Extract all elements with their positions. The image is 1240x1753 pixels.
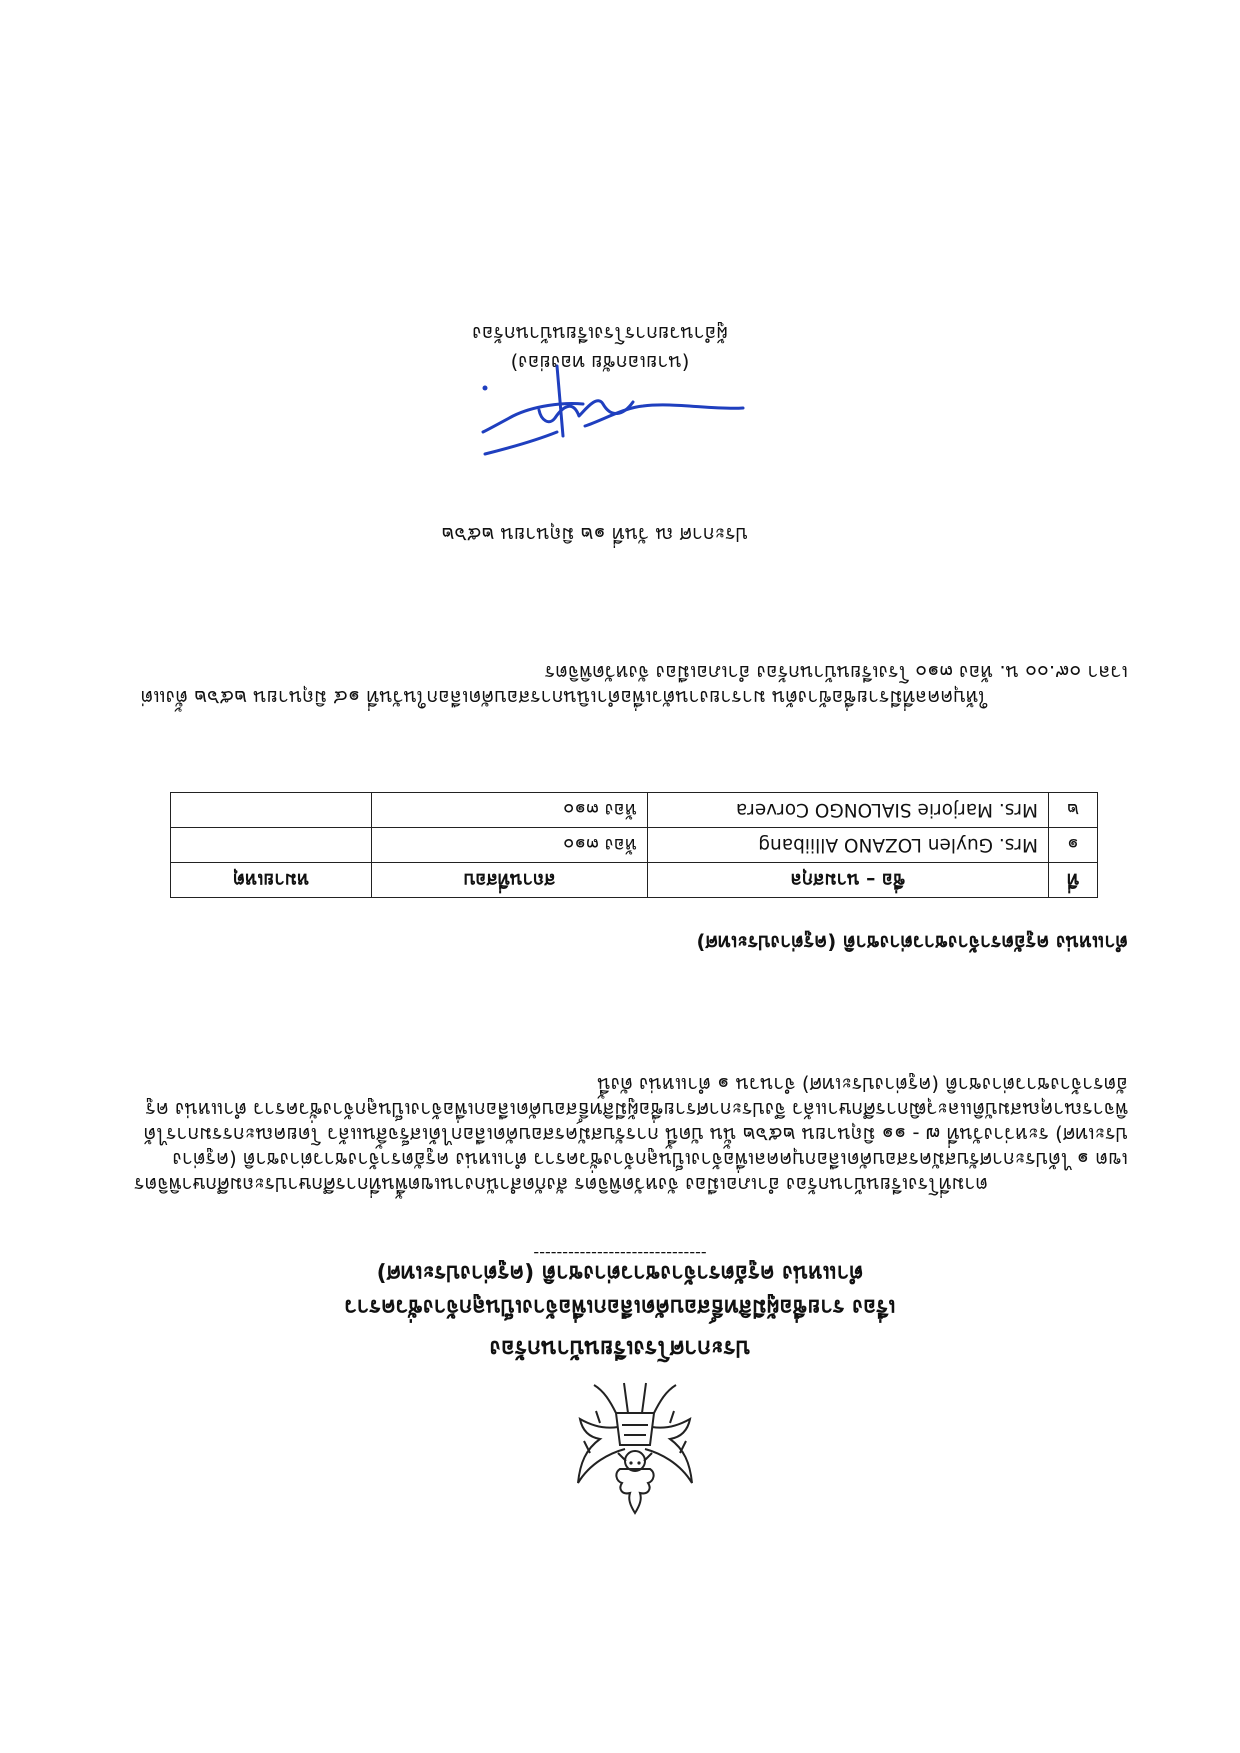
signer-position: ผู้อำนวยการโรงเรียนบ้านกร้อง: [472, 322, 728, 345]
header-place: สถานที่สอบ: [372, 863, 648, 898]
announcement-date: ประกาศ ณ วันที่ ๑๒ มิถุนายน ๒๕๖๒: [441, 523, 748, 546]
row-no: ๑: [1049, 828, 1098, 863]
table-row: [171, 793, 1098, 828]
intro-paragraph: ตามที่โรงเรียนบ้านกร้อง อำเภอเมือง จังหวัดพิจิตร สังกัดสำนักงานเขตพื้นที่การศึกษาประถมศึกษาพิจิตร เขต ๑ ได้ประกาศรับสมัครสอบคัดเลือกบุคคลเพื่อจ้างเป็นลูกจ้างชั่วคราว ตำแหน่ง ครูอัตราจ้างชาวต่างชาติ (ครูต่างประเทศ) ระหว่างวันที่ ๗ - ๑๑ มิถุนายน ๒๕๖๒ นั้น บัดนี้ การรับสมัครสอบคัดเลือกได้เสร็จสิ้นแล้ว โดยคณะกรรมการได้พิจารณาคุณสมบัติและวุฒิการศึกษาแล้ว จึงประกาศรายชื่อผู้มีสิทธิ์สอบคัดเลือกเพื่อจ้างเป็นลูกจ้างชั่วคราว ตำแหน่ง ครูอัตราจ้างชาวต่างชาติ (ครูต่างประเทศ) จำนวน ๑ ตำแหน่ง ดังนี้: [134, 1073, 1128, 1196]
row-remark: [171, 793, 372, 828]
notice-paragraph: ให้บุคคลที่มีรายชื่อข้างต้น มารายงานตัวเพื่อดำเนินการสอบคัดเลือกในวันที่ ๑๔ มิถุนายน ๒๕๖๒ ตั้งแต่เวลา ๐๙.๐๐ น. ห้อง ๓๑๐ โรงเรียนบ้านกร้อง อำเภอเมือง จังหวัดพิจิตร: [140, 661, 1128, 709]
header-remark: หมายเหตุ: [171, 863, 372, 898]
row-no: ๒: [1049, 793, 1098, 828]
subject-line-2: ตำแหน่ง ครูอัตราจ้างชาวต่างชาติ (ครูต่างประเทศ): [376, 1260, 864, 1285]
header-name: ชื่อ – นามสกุล: [648, 863, 1049, 898]
table-header-row: [171, 863, 1098, 898]
row-remark: [171, 828, 372, 863]
header-no: ที่: [1049, 863, 1098, 898]
separator: ------------------------------: [533, 1244, 707, 1263]
row-place: ห้อง ๓๑๐: [372, 793, 648, 828]
row-place: ห้อง ๓๑๐: [372, 828, 648, 863]
garuda-emblem-icon: [570, 1373, 700, 1523]
candidate-table: [170, 792, 1098, 898]
row-name: Mrs. Guylen LOZANO Alliibang: [648, 828, 1049, 863]
signer-name: (นายเอกชัย ทองย่อง): [510, 351, 690, 374]
subject-line-1: เรื่อง รายชื่อผู้มีสิทธิ์สอบคัดเลือกเพื่อจ้างเป็นลูกจ้างชั่วคราว: [344, 1294, 896, 1319]
intro-position-line: ตำแหน่ง ครูอัตราจ้างชาวต่างชาติ (ครูต่างประเทศ): [696, 931, 1128, 954]
table-row: [171, 828, 1098, 863]
row-name: Mrs. Marjorie SIALONGO Corvera: [648, 793, 1049, 828]
document-title: ประกาศโรงเรียนบ้านกร้อง: [489, 1335, 751, 1361]
